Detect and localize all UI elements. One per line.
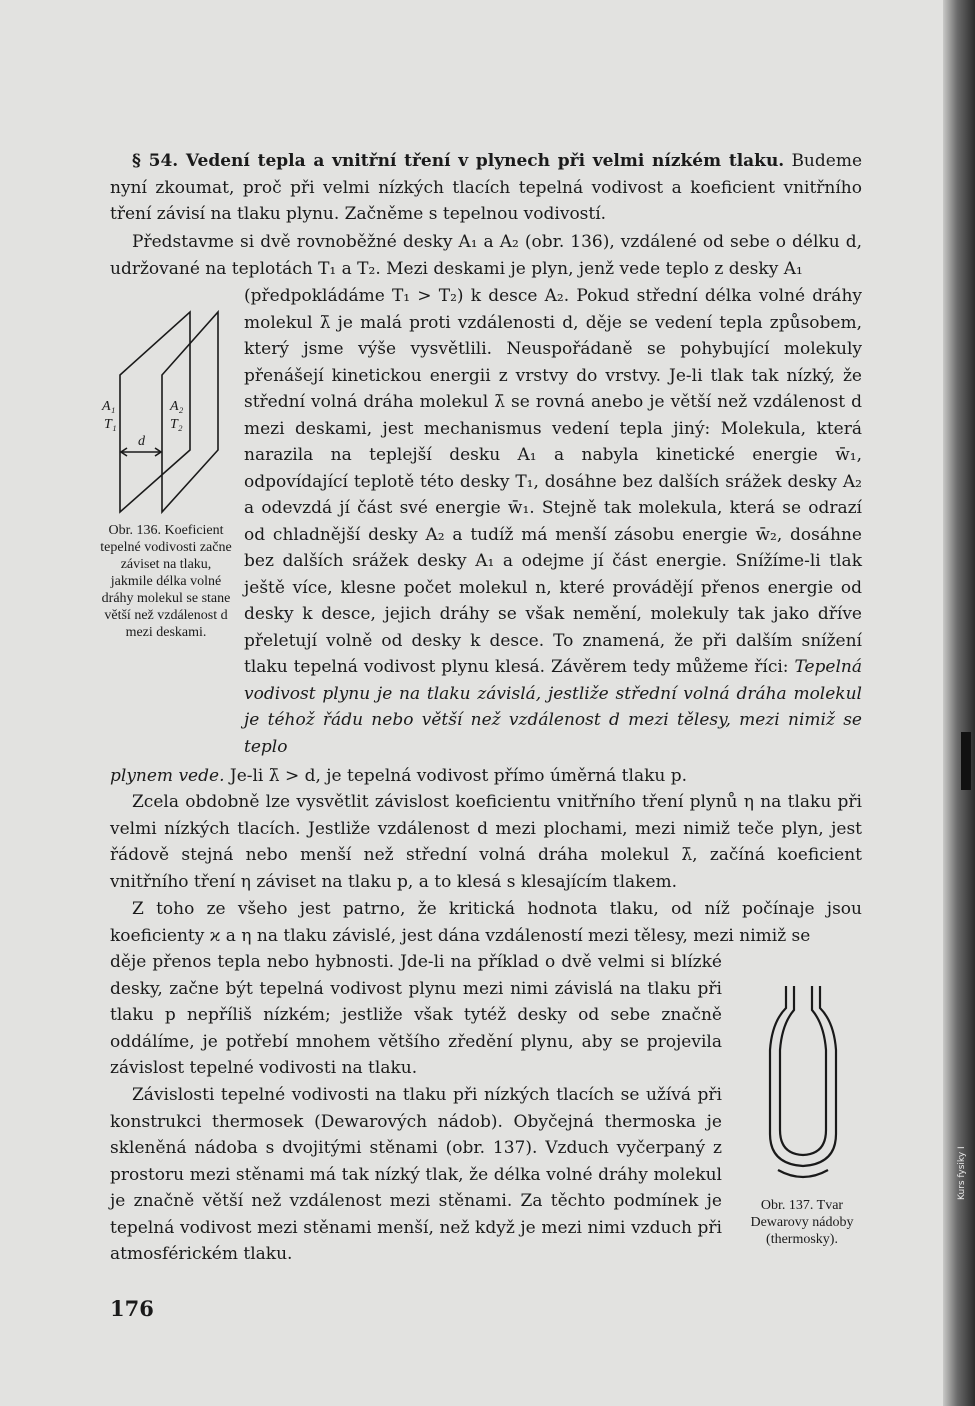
figure-136-plates bbox=[100, 300, 230, 525]
label-t1: T₁ bbox=[104, 417, 117, 432]
paragraph-plates-wide: Představme si dvě rovnoběžné desky A₁ a A₂ (obr. 136), vzdálené od sebe o délku d, udržované na teplotách T₁ a T₂. Mezi deskami je plyn, jenž vede teplo z desky A₁ bbox=[110, 232, 862, 279]
section-heading: § 54. Vedení tepla a vnitřní tření v plynech při velmi nízkém tlaku. bbox=[132, 151, 785, 171]
label-a2: A₂ bbox=[170, 399, 184, 414]
inner-wall bbox=[780, 986, 826, 1155]
page-number: 176 bbox=[110, 1296, 154, 1321]
label-t2: T₂ bbox=[170, 417, 183, 432]
book-spine-edge bbox=[943, 0, 975, 1406]
label-d: d bbox=[138, 434, 145, 449]
spine-text: Kurs fysiky I bbox=[957, 1146, 967, 1200]
paragraph-plates-narrow: (předpokládáme T₁ > T₂) k desce A₂. Pokud střední délka volné dráhy molekul λ̄ je malá proti vzdálenosti d, děje se vedení tepla způsobem, který jsme výše vysvětlili. Neuspořádaně se pohybující molekuly přenášejí kinetickou energii z vrstvy do vrstvy. Je-li tlak tak nízký, že střední volná dráha molekul λ̄ se rovná anebo je větší než vzdálenost d mezi deskami, jest mechanismus vedení tepla jiný: Molekula, která narazila na teplejší desku A₁ a nabyla kinetické energie w̄₁, odpovídající teplotě této desky T₁, dosáhne bez dalších srážek desky A₂ a odevzdá jí část své energie w̄₁. Stejně tak molekula, která se odrazí od chladnější desky A₂ a tudíž má menší zásobu energie w̄₂, dosáhne bez dalších srážek desky A₁ a odejme jí část energie. Snížíme-li tlak ještě více, klesne počet molekul n, které provádějí přenos energie od desky k desce, jejich dráhy se však nemění, molekuly tak jako dříve přeletují volně od desky k desce. To znamená, že při dalším snížení tlaku tepelná vodivost plynu klesá. Závěrem tedy můžeme říci: Tepelná vodivost plynu je na tlaku závislá, jestliže střední volná dráha molekul je téhož řádu nebo větší než vzdálenost d mezi tělesy, mezi nimiž se teplo bbox=[244, 286, 862, 757]
conclusion-italic: Tepelná vodivost plynu je na tlaku závislá, jestliže střední volná dráha molekul je téhož řádu nebo větší než vzdálenost d mezi tělesy, mezi nimiž se teplo bbox=[244, 657, 862, 757]
paragraph-critical-mid: děje přenos tepla nebo hybnosti. Jde-li na příklad o dvě velmi si blízké desky, začne být tepelná vodivost plynu mezi nimi závislá na tlaku při tlaku p nepříliš nízkém; jestliže však tytéž desky od sebe značně oddálíme, je potřebí mnohem většího zředění plynu, aby se projevila závislost tepelné vodivosti na tlaku. bbox=[110, 952, 722, 1078]
section-intro: Budeme nyní zkoumat, proč při velmi nízkých tlacích tepelná vodivost a koeficient vnitřního tření závisí na tlaku plynu. Začněme s tepelnou vodivostí. bbox=[110, 151, 863, 224]
paragraph-plates-end: plynem vede. Je-li λ̄ > d, je tepelná vodivost přímo úměrná tlaku p. bbox=[110, 766, 688, 786]
paragraph-viscosity: Zcela obdobně lze vysvětlit závislost koeficientu vnitřního tření plynů η na tlaku při velmi nízkých tlacích. Jestliže vzdálenost d mezi plochami, mezi nimiž teče plyn, jest řádově stejná nebo menší než střední volná dráha molekul λ̄, začíná koeficient vnitřního tření η záviset na tlaku p, a to klesá s klesajícím tlakem. bbox=[110, 792, 862, 892]
base-line bbox=[778, 1170, 828, 1177]
paragraph-intro bbox=[110, 148, 862, 228]
paragraph-thermos: Závislosti tepelné vodivosti na tlaku při nízkých tlacích se užívá při konstrukci thermosek (Dewarových nádob). Obyčejná thermoska je skleněná nádoba s dvojitými stěnami (obr. 137). Vzduch vyčerpaný z prostoru mezi stěnami má tak nízký tlak, že délka volné dráhy molekul je značně větší než vzdálenost mezi stěnami. Za těchto podmínek je tepelná vodivost mezi stěnami menší, než když je mezi nimi vzduch při atmosférickém tlaku. bbox=[110, 1085, 722, 1264]
paragraph-critical-wide: Z toho ze všeho jest patrno, že kritická hodnota tlaku, od níž počínaje jsou koeficienty ϰ a η na tlaku závislé, jest dána vzdáleností mezi tělesy, mezi nimiž se bbox=[110, 899, 862, 946]
figure-137-caption: Obr. 137. Tvar Dewarovy nádoby (thermosky). bbox=[750, 1198, 854, 1247]
figure-137-dewar-flask bbox=[748, 978, 858, 1183]
label-a1: A₁ bbox=[102, 399, 116, 414]
figure-136-caption: Obr. 136. Koeficient tepelné vodivosti začne záviset na tlaku, jakmile délka volné dráhy molekul se stane větší než vzdálenost d mezi deskami. bbox=[100, 523, 232, 640]
